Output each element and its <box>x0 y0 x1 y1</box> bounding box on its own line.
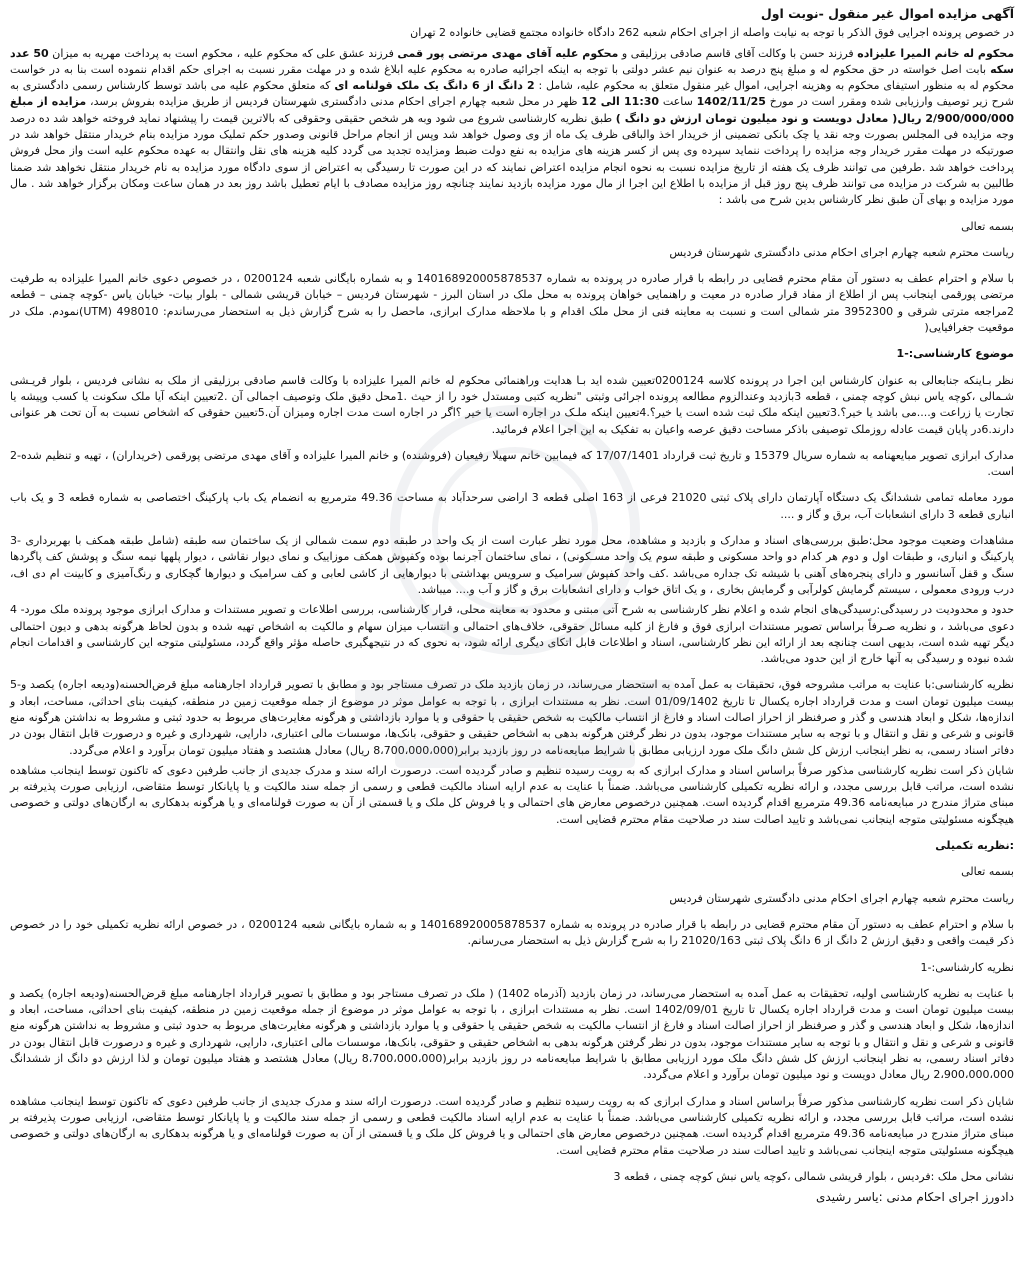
intro-paragraph: در خصوص پرونده اجرایی فوق الذکر با توجه به نیابت واصله از اجرای احکام شعبه 262 دادگاه خانواده مجتمع قضایی خانواده 2 تهران <box>410 26 1014 40</box>
documents-paragraph: مدارک ابرازی تصویر مبایعهنامه به شماره سریال 15379 و تاریخ ثبت قرارداد 17/07/1401 که فیمابین خانم سهیلا رفیعیان (فروشنده) و خانم المیرا علیزاده و آقای مهدی مرتضی پورقمی (خریداران) ، تهیه و تنظیم شده-2 است. <box>10 448 1014 479</box>
limitations-paragraph: حدود و محدودیت در رسیدگی:رسیدگی‌های انجام شده و اعلام نظر کارشناسی به شرح آتی مبتنی و محدود به معاینه محلی، قرار کارشناسی، بررسی اطلاعات و تصویر مستندات و مدارک ابرازی موجود پرونده ملک مورد- 4 دعوی می‌باشد ، و نظریه صـرفاً براساس تصویر مستندات ابرازی فوق و فارغ از کلیه مسائل حقوقی، خلاف‌های احتمالی و انتساب میزان سهام و مالکیت به اشخاص تهیه شده و بدون لحاظ هرگونه بدهی و دیون احتمالی دیگر تهیه شده است، بدیهی است چنانچه بعد از ارائه این نظر کارشناسی، اسناد و اطلاعات قابل اتکای دیگری ارائه شود، به نحوی که در نتیجهگیری حاصله مؤثر واقع گردد، مسئولیتی متوجه این کارشناسی و اقدامات انجام شده نبوده و رسیدگی به آنها خارج از این حدود می‌باشد. <box>10 603 1014 666</box>
expert-subject-paragraph: نظر بـاینکه جنابعالی به عنوان کارشناس این اجرا در پرونده کلاسه 0200124تعیین شده اید بـا هدایت وراهنمائی محکوم له خانم المیرا علیزاده با وکالت قاسم صادقی برزلیقی از ملک به نشانی فردیس ، بلوار قریـشی شـمالی ،کوچه یاس نبش کوچه چمنی ، قطعه 3بازدید وعندالزوم مطالعه پرونده اجرائی وثبتی "نظریه کتبی ومستدل خود را از حیث .1محل دقیق ملک وتوصیف اجمالی آن .2تعیین اینکه آیا ملک سکونت یا کسب وپیشه یا تجارت یا زراعت و....می باشد یا خیر؟.3تعیین اینکه ملک ثبت شده است یا خیر؟.4تعیین اینکه ملـک در اجاره است یا خیر ؟اگر در اجاره است مدت اجاره ومیزان آن.5تعیین حقوقی که اشخاص نسبت به آن تحت هر عنوانی دارند.6در پایان قیمت عادله روزملک توصیفی باذکر مساحت دقیق عرصه واعیان به تفکیک به این اجرا اعلام فرمائید. <box>10 373 1015 436</box>
observations-paragraph: مشاهدات وضعیت موجود محل:طبق بررسی‌های اسناد و مدارک و بازدید و مشاهده، محل مورد نظر عبارت است از یک واحد در طبقه دوم سمت شمالی از یک ساختمان سه طبقه (شامل طبقه همکف با بهربرداری -3 پارکینگ و انباری، و طبقات اول و دوم هر کدام دو واحد مسکونی و طبقه سوم یک واحد مسـکونی) ، نمای ساختمان آجرنما بوده وکفپوش همکف موزاییک و نمای دیوار نقاشی ، دیوار پلهها نیمه سنگ و پوشش کف پاگردها سنگ و قفل آسانسور و دارای پنجره‌های آهنی با شیشه تک جداره می‌باشد .کف واحد کفپوش سرامیک و سرویس بهداشتی با دیوارهایی از کاشی لعابی و کف سرامیک و دیوارها گچکاری و رنگ‌آمیزی و کابینت ام دی اف، درب ورودی معمولی ، سیستم گرمایش کولرآبی و گرمایش بخاری ، و یک اتاق خواب و دارای انشعابات برق و گاز و آب و.... میباشد. <box>10 534 1014 596</box>
auction-text-2: فرزند حسن با وکالت آقای قاسم صادقی برزلیقی و <box>618 46 858 60</box>
auction-paragraph <box>10 46 1014 209</box>
debtor-name: محکوم علیه آقای مهدی مرتضی پور قمی <box>397 46 619 60</box>
supplementary-heading: :نظریه تکمیلی <box>935 839 1014 853</box>
auction-time: 11:30 الی 12 <box>581 95 660 109</box>
auction-text-14: طبق نظریه کارشناسی شروع می شود وبه هر شخص حقیقی وحقوقی که بالاترین قیمت را پیشنهاد نماید فروخته خواهد شد ده درصد وجه مزایده فی المجلس بصورت وجه نقد یا چک بانکی تضمینی از خریدار اخذ والباقی ظرف یک ماه از وی وصول خواهد شد وپس از انجام مراحل قانونی وصدور حکم تملیک مورد مزایده بنام خریدار منتقل خواهد شد در صورتیکه در مهلت مقرر خریدار وجه مزایده را پرداخت ننماید سپرده وی پس از کسر هزینه های مزایده به نفع دولت ضبط ومزایده تجدید می گردد کلیه هزینه های نقل وانتقال به عهده محکوم علیه است واز محل فروش پرداخت خواهد شد .طرفین می توانند ظرف یک هفته از تاریخ مزایده نسبت به نحوه انجام مزایده اعتراض نمایند که در این صورت تا رسیدگی به اعتراض از سوی دادگاه مورد مزایده به نام خریدار منتقل نخواهد شد ضمنا طالبین به شرکت در مزایده می توانند ظرف پنج روز قبل از مزایده با اطلاع این اجرا از مال مورد مزایده بازدید نمایند چنانچه روز مزایده مصادف با ایام تعطیل باشد روز بعد در همان ساعت ومکان برگزار خواهد شد . مال مورد مزایده و بهای آن طبق نظر کارشناس بدین شرح می باشد : <box>10 111 1014 207</box>
officer-signature: دادورز اجرای احکام مدنی :یاسر رشیدی <box>816 1190 1014 1205</box>
supplementary-valuation-paragraph: با عنایت به نظریه کارشناسی اولیه، تحقیقات به عمل آمده به استحضار می‌رساند، در زمان بازدید (آذرماه 1402) ( ملک در تصرف مستاجر بود و مطابق با تصویر قرارداد اجارهنامه مبلغ قرض‌الحسنه(ودیعه اجاره) یکصد و بیست میلیون تومان است و مدت قرارداد اجاره یکسال تا تاریخ 1402/09/01 است. نظر به مستندات ابرازی ، با توجه به عوامل موثر در موضوع از جمله موقعیت زمین در منطقه، کیفیت بنای احداثی، مساحت، ابعاد و اندازه‌ها، شکل و ابعاد هندسی و گذر و صرفنظر از احراز اصالت اسناد و فارغ از انتساب مالکیت به شخص حقیقی یا حقوقی و یا موارد بازداشتی و هرگونه مغایرت‌های مربوط به حدود ثبتی و مشروط به نداشتن هرگونه منع قانونی و شرعی و نقل و انتقال و با توجه به سایر مستندات موجود، بدون در نظر گرفتن هرگونه بدهی به اشخاص حقیقی و حقوقی، بانک‌ها، موسسات مالی اعتباری، دارایی، شهرداری و غیره و درصورت قابل انتقال بودن در دفاتر اسناد رسمی، به نظر اینجانب ارزش کل شش دانگ ملک مورد ارزیابی مطابق با شرایط مبایعه‌نامه در روز بازدید برابر(8،700،000،000 ریال) معادل هشتصد و هفتاد میلیون تومان و لذا ارزش دو دانگ از ششدانگ 2،900،000،000 ریال معادل دویست و نود میلیون تومان برآورد و اعلام می‌گردد. <box>10 986 1014 1082</box>
notice-title: آگهی مزایده اموال غیر منقول -نوبت اول <box>760 6 1014 21</box>
addressee-1: ریاست محترم شعبه چهارم اجرای احکام مدنی دادگستری شهرستان فردیس <box>669 245 1014 259</box>
auction-text-12: ظهر در محل شعبه چهارم اجرای احکام مدنی دادگستری شهرستان فردیس از طریق مزایده بفروش برسد، <box>86 95 582 109</box>
report-intro-paragraph: با سلام و احترام عطف به دستور آن مقام محترم قضایی در رابطه با قرار صادره در پرونده به شماره 140168920005878537 و به شماره بایگانی شعبه 0200124 ، در خصوص دعوی خانم المیرا علیزاده به طرفیت مرتضی پورقمی اینجانب پس از اطلاع از مفاد قرار صادره در معیت و راهنمایی خواهان پرونده به محل ملک در استان البرز - شهرستان فردیس – خیابان قریشی شمالی - بلوار بیات- خیابان یاس -کوچه چمنی – قطعه 2مراجعه مترتی شرقی و 3952300 متر شمالی است و نسبت به معاینه فنی از محل ملک اقدام و با ملاحظه مدارک ابرازی، ماحصل را به شرح گزارش ذیل به استحضار می‌رساندم: 498010 (UTM)نمودم. ملک در موقعیت جغرافیایی( <box>10 272 1015 335</box>
supplementary-remarks-paragraph: شایان ذکر است نظریه کارشناسی مذکور صرفاً براساس اسناد و مدارک ابرازی که به رویت رسیده تنظیم و صادر گردیده است. درصورت ارائه سند و مدرک جدیدی از جانب طرفین دعوی که تاکنون توسط اینجانب مشاهده نشده است، مراتب قابل بررسی مجدد، و ارائه نظریه تکمیلی کارشناسی می‌باشد. ضمناً با عنایت به عدم ارایه اسناد مالکیت قطعی و رسمی از جمله سند مالکیت و یا پایانکار توسط متقاضی، ارزیابی صورت پذیرفته بر مبنای متراژ مندرج در مبایعه‌نامه 49.36 مترمربع اقدام گردیده است. همچنین درخصوص معارض های احتمالی و یا فروش کل ملک و یا قسمتی از آن به صورت قولنامه‌ای و یا هرگونه بدهکاری به ارگان‌های دولتی و خصوصی هیچگونه مسئولیتی متوجه اینجانب نمی‌باشد و تایید اصالت سند در صلاحیت مقام محترم قضایی است. <box>10 1094 1014 1157</box>
remarks-paragraph: شایان ذکر است نظریه کارشناسی مذکور صرفاً براساس اسناد و مدارک ابرازی که به رویت رسیده تنظیم و صادر گردیده است. درصورت ارائه سند و مدرک جدیدی از جانب طرفین دعوی که تاکنون توسط اینجانب مشاهده نشده است، مراتب قابل بررسی مجدد، و ارائه نظریه تکمیلی کارشناسی می‌باشد. ضمناً با عنایت به عدم ارایه اسناد مالکیت قطعی و رسمی از جمله سند مالکیت و یا پایانکار توسط متقاضی، ارزیابی صورت پذیرفته بر مبنای متراژ مندرج در مبایعه‌نامه 49.36 مترمربع اقدام گردیده است. همچنین درخصوص معارض های احتمالی و یا فروش کل ملک و یا قسمتی از آن به صورت قولنامه‌ای و یا هرگونه بدهکاری به ارگان‌های دولتی و خصوصی هیچگونه مسئولیتی متوجه اینجانب نمی‌باشد و تایید اصالت سند در صلاحیت مقام محترم قضایی است. <box>10 763 1014 826</box>
auction-text-4: فرزند عشق علی که محکوم علیه ، محکوم است به پرداخت مهریه به میزان <box>48 46 398 60</box>
auction-text-6: بابت اصل خواسته در حق محکوم له و مبلغ پنج درصد به عنوان نیم عشر دولتی با توجه به اینکه اجرائیه صادره به محکوم علیه ابلاغ شده و در مهلت مقرر نسبت به اجرای حکم اقدام ننموده است بنا به در خواست محکوم له به منظور استیفای محکوم به وهزینه اجرایی، اموال غیر منقول متعلق به محکوم علیه، شامل : <box>10 62 1014 93</box>
supplementary-intro-paragraph: با سلام و احترام عطف به دستور آن مقام محترم قضایی در رابطه با قرار صادره در پرونده به شماره 140168920005878537 و به شماره بایگانی شعبه 0200124 ، در خصوص ارائه نظریه تکمیلی خود را در خصوص ذکر قیمت واقعی و دقیق ارزش 2 دانگ از 6 دانگ پلاک ثبتی 21020/163 را به شرح گزارش ذیل به استحضار می‌رسانم. <box>10 917 1015 948</box>
greeting-1: بسمه تعالی <box>961 219 1014 233</box>
greeting-2: بسمه تعالی <box>961 865 1014 879</box>
expert-subject-heading: موضوع کارشناسی:-1 <box>896 347 1014 361</box>
auction-text-10: ساعت <box>659 95 697 109</box>
expert-opinion-heading: نظریه کارشناسی:-1 <box>920 960 1014 974</box>
addressee-2: ریاست محترم شعبه چهارم اجرای احکام مدنی دادگستری شهرستان فردیس <box>669 891 1014 905</box>
property-paragraph: مورد معامله تمامی ششدانگ یک دستگاه آپارتمان دارای پلاک ثبتی 21020 فرعی از 163 اصلی قطعه 3 اراضی سرحدآباد به مساحت 49.36 مترمربع به انضمام یک باب پارکینگ اختصاصی به شماره قطعه 3 و یک باب انباری قطعه 3 دارای انشعابات آب، برق و گاز و .... <box>10 491 1014 521</box>
property-share: 2 دانگ از 6 دانگ یک ملک قولنامه ای <box>334 79 535 93</box>
auction-text-8: که متعلق محکوم علیه می باشد توسط کارشناس رسمی دادگستری به شرح زیر توصیف وارزیابی شده ومقرر است در مورخ <box>10 79 1014 109</box>
creditor-name: محکوم له خانم المیرا علیزاده <box>857 46 1015 60</box>
starting-price: مزایده از مبلغ 2/900/000/000 ریال( معادل دویست و نود میلیون تومان ارزش دو دانگ ) <box>10 95 1014 125</box>
coin-amount: 50 عدد سکه <box>10 46 1014 76</box>
auction-date: 1402/11/25 <box>696 95 766 109</box>
valuation-paragraph: نظریه کارشناسی:با عنایت به مراتب مشروحه فوق، تحقیقات به عمل آمده به استحضار می‌رساند، در زمان بازدید ملک در تصرف مستاجر بود و مطابق با تصویر قرارداد اجارهنامه مبلغ قرض‌الحسنه(ودیعه اجاره) یکصد و-5 بیست میلیون تومان است و مدت قرارداد اجاره یکسال تا تاریخ 01/09/1402 است. نظر به مستندات ابرازی ، با توجه به عوامل موثر در موضوع از جمله موقعیت زمین در منطقه، کیفیت بنای احداثی، مساحت، ابعاد و اندازه‌ها، شکل و ابعاد هندسی و گذر و صرفنظر از احراز اصالت اسناد و فارغ از انتساب مالکیت به شخص حقیقی یا حقوقی و یا موارد بازداشتی و هرگونه مغایرت‌های مربوط به حدود ثبتی و مشروط به نداشتن هرگونه منع قانونی و شرعی و نقل و انتقال و با توجه به سایر مستندات موجود، بدون در نظر گرفتن هرگونه بدهی به اشخاص حقیقی و حقوقی، بانک‌ها، موسسات مالی اعتباری، دارایی، شهرداری و غیره و درصورت قابل انتقال بودن در دفاتر اسناد رسمی، به نظر اینجانب ارزش کل شش دانگ ملک مورد ارزیابی مطابق با شرایط مبایعه‌نامه در روز بازدید برابر(8،700،000،000 ریال) معادل هشتصد و هفتاد میلیون تومان برآورد و اعلام می‌گردد. <box>10 678 1014 757</box>
property-address: نشانی محل ملک :فردیس ، بلوار قریشی شمالی ،کوچه یاس نبش کوچه چمنی ، قطعه 3 <box>613 1169 1014 1183</box>
